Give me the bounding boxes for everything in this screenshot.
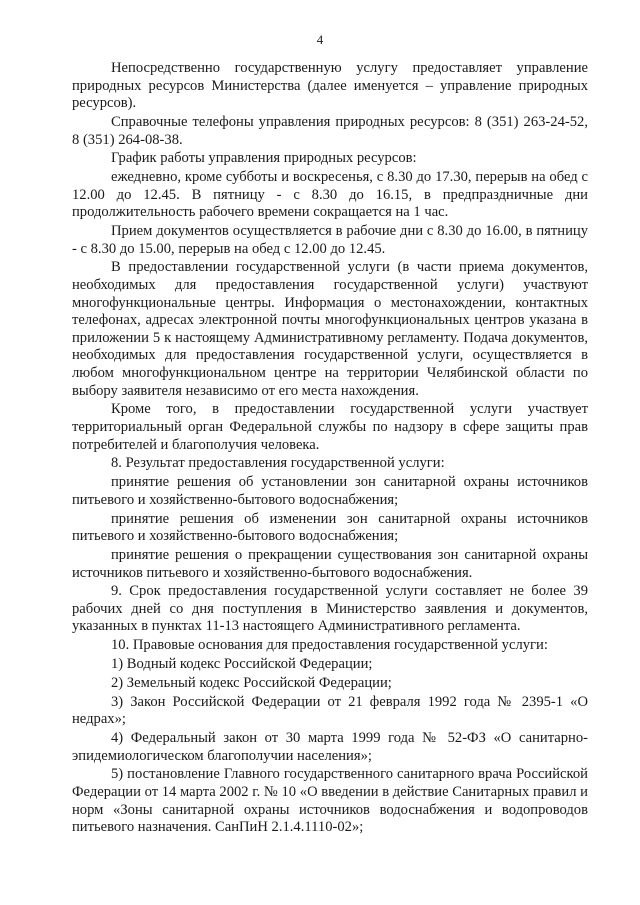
document-body: [72, 60, 588, 837]
paragraph-result-change: принятие решения об изменении зон санитарной охраны источников питьевого и хозяйственно-бытового водоснабжения;: [72, 510, 588, 545]
paragraph-result-establish: принятие решения об установлении зон санитарной охраны источников питьевого и хозяйственно-бытового водоснабжения;: [72, 474, 588, 508]
paragraph-rospotrebnadzor: Кроме того, в предоставлении государственной услуги участвует территориальный орган Федеральной службы по надзору в сфере защиты прав потребителей и благополучия человека.: [72, 401, 588, 453]
page-number: 4: [316, 32, 324, 47]
paragraph-phones: Справочные телефоны управления природных ресурсов: 8 (351) 263-24-52, 8 (351) 264-08-38.: [72, 113, 588, 148]
paragraph-legal-2: 2) Земельный кодекс Российской Федерации;: [111, 674, 392, 691]
paragraph-legal-1: 1) Водный кодекс Российской Федерации;: [111, 656, 373, 673]
paragraph-schedule-heading: График работы управления природных ресурсов:: [111, 150, 417, 167]
paragraph-legal-3: 3) Закон Российской Федерации от 21 февраля 1992 года № 2395-1 «О недрах»;: [72, 693, 588, 728]
paragraph-result-terminate: принятие решения о прекращении существования зон санитарной охраны источников питьевого и хозяйственно-бытового водоснабжения.: [72, 546, 588, 581]
paragraph-legal-5: 5) постановление Главного государственного санитарного врача Российской Федерации от 14 марта 2002 г. № 10 «О введении в действие Санитарных правил и норм «Зоны санитарной охраны источников водоснабжения и водопроводов питьевого назначения. СанПиН 2.1.4.1110-02»;: [72, 766, 588, 836]
paragraph-legal-4: 4) Федеральный закон от 30 марта 1999 года № 52-ФЗ «О санитарно-эпидемиологическом благополучии населения»;: [72, 729, 588, 764]
paragraph-mfc: В предоставлении государственной услуги (в части приема документов, необходимых для предоставления государственной услуги) участвуют многофункциональные центры. Информация о местонахождении, контактных телефонах, адресах электронной почты многофункциональных центров указана в приложении 5 к настоящему Административному регламенту. Подача документов, необходимых для предоставления государственной услуги, осуществляется в любом многофункциональном центре на территории Челябинской области по выбору заявителя независимо от его места нахождения.: [72, 259, 588, 399]
paragraph-provider: Непосредственно государственную услугу предоставляет управление природных ресурсов Министерства (далее именуется – управление природных ресурсов).: [72, 60, 588, 112]
paragraph-result-heading: 8. Результат предоставления государственной услуги:: [111, 455, 445, 472]
paragraph-term: 9. Срок предоставления государственной услуги составляет не более 39 рабочих дней со дня поступления в Министерство заявления и документов, указанных в пунктах 11-13 настоящего Административного регламента.: [72, 583, 588, 635]
paragraph-reception: Прием документов осуществляется в рабочие дни с 8.30 до 16.00, в пятницу - с 8.30 до 15.00, перерыв на обед с 12.00 до 12.45.: [72, 223, 588, 257]
paragraph-schedule-daily: ежедневно, кроме субботы и воскресенья, с 8.30 до 17.30, перерыв на обед с 12.00 до 12.45. В пятницу - с 8.30 до 16.15, в предпраздничные дни продолжительность рабочего времени сокращается на 1 час.: [72, 169, 588, 221]
paragraph-legal-heading: 10. Правовые основания для предоставления государственной услуги:: [111, 637, 548, 654]
